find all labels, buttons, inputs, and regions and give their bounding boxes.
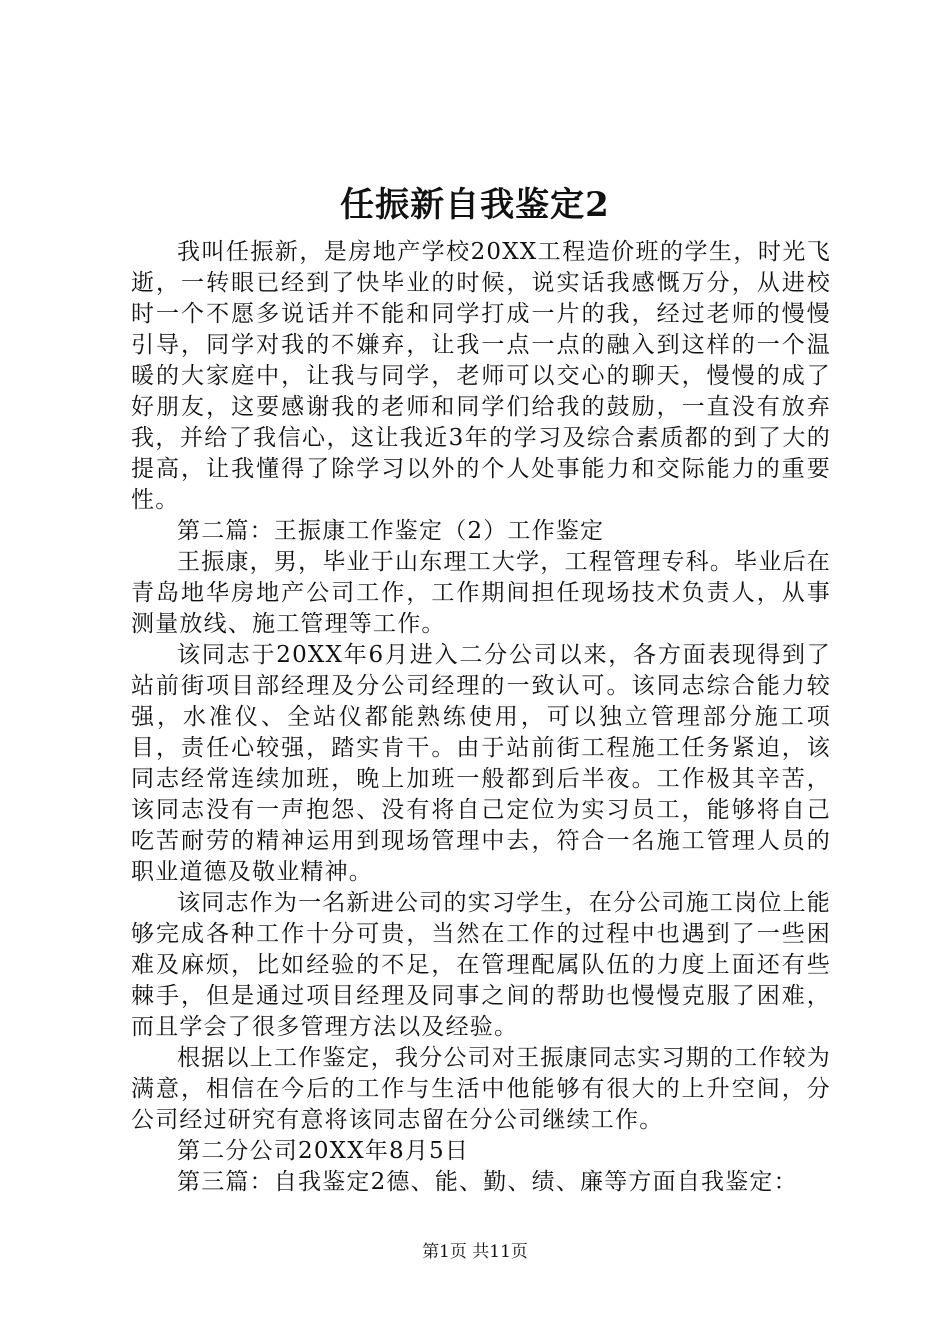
paragraph-performance: 该同志于20XX年6月进入二分公司以来，各方面表现得到了站前街项目部经理及分公司经理的一致认可。该同志综合能力较强，水准仪、全站仪都能熟练使用，可以独立管理部分施工项目，责任心较强，踏实肯干。由于站前街工程施工任务紧迫，该同志经常连续加班，晚上加班一般都到后半夜。工作极其辛苦，该同志没有一声抱怨、没有将自己定位为实习员工，能够将自己吃苦耐劳的精神运用到现场管理中去，符合一名施工管理人员的职业道德及敬业精神。 bbox=[131, 642, 831, 885]
document-body bbox=[131, 237, 831, 1198]
page-title: 任振新自我鉴定2 bbox=[340, 185, 610, 225]
page-footer: 第1页 共11页 bbox=[422, 1242, 528, 1262]
paragraph-conclusion: 根据以上工作鉴定，我分公司对王振康同志实习期的工作较为满意，相信在今后的工作与生活中他能够有很大的上升空间，分公司经过研究有意将该同志留在分公司继续工作。 bbox=[131, 1045, 831, 1133]
section-heading-2: 第二篇：王振康工作鉴定（2）工作鉴定 bbox=[177, 518, 605, 544]
paragraph-intro: 我叫任振新，是房地产学校20XX工程造价班的学生，时光飞逝，一转眼已经到了快毕业的时候，说实话我感慨万分，从进校时一个不愿多说话并不能和同学打成一片的我，经过老师的慢慢引导，同学对我的不嫌弃，让我一点一点的融入到这样的一个温暖的大家庭中，让我与同学，老师可以交心的聊天，慢慢的成了好朋友，这要感谢我的老师和同学们给我的鼓励，一直没有放弃我，并给了我信心，这让我近3年的学习及综合素质都的到了大的提高，让我懂得了除学习以外的个人处事能力和交际能力的重要性。 bbox=[131, 239, 831, 513]
paragraph-growth: 该同志作为一名新进公司的实习学生，在分公司施工岗位上能够完成各种工作十分可贵，当然在工作的过程中也遇到了一些困难及麻烦，比如经验的不足，在管理配属队伍的力度上面还有些棘手，但是通过项目经理及同事之间的帮助也慢慢克服了困难，而且学会了很多管理方法以及经验。 bbox=[131, 890, 831, 1040]
paragraph-profile: 王振康，男，毕业于山东理工大学，工程管理专科。毕业后在青岛地华房地产公司工作，工作期间担任现场技术负责人，从事测量放线、施工管理等工作。 bbox=[131, 549, 831, 637]
section-heading-3: 第三篇：自我鉴定2德、能、勤、绩、廉等方面自我鉴定： bbox=[177, 1169, 798, 1195]
signature-line: 第二分公司20XX年8月5日 bbox=[177, 1138, 470, 1164]
